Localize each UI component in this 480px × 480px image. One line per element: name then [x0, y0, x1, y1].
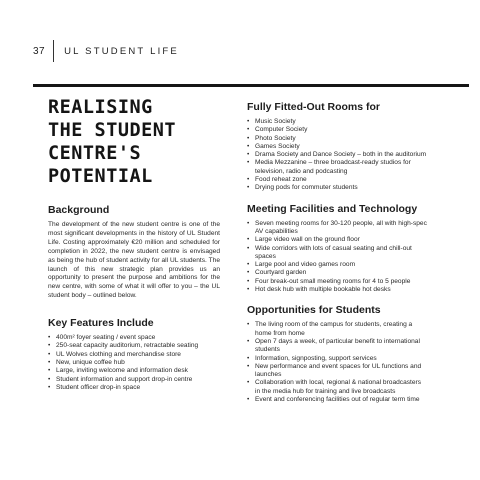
list-item: • Wide corridors with lots of casual seating and chill-out spaces [247, 245, 427, 262]
list-item: • Event and conferencing facilities out of regular term time [247, 396, 427, 404]
list-item: • Food reheat zone [247, 176, 427, 184]
list-item: • Games Society [247, 143, 427, 151]
page-number: 37 [33, 45, 46, 57]
page-header [33, 40, 179, 62]
title-line: THE STUDENT [48, 120, 177, 141]
list-item: • Computer Society [247, 126, 427, 134]
opportunities-heading: Opportunities for Students [247, 304, 381, 317]
list-item: • 400m² foyer seating / event space [48, 334, 220, 342]
meeting-list [247, 220, 427, 295]
list-item: • Courtyard garden [247, 269, 427, 277]
list-item: • New performance and event spaces for UL functions and launches [247, 363, 427, 380]
rooms-heading: Fully Fitted-Out Rooms for [247, 101, 380, 113]
list-item: • Media Mezzanine – three broadcast-ready studios for television, radio and podcasting [247, 159, 427, 176]
list-item: • Collaboration with local, regional & national broadcasters in the media hub for training and live broadcasts [247, 379, 427, 396]
title-line: REALISING [48, 97, 153, 118]
left-column [48, 96, 220, 392]
list-item: • Drama Society and Dance Society – both in the auditorium [247, 151, 427, 159]
list-item: • Music Society [247, 118, 427, 126]
title-line: CENTRE'S [48, 143, 142, 164]
list-item: • Large, inviting welcome and information desk [48, 367, 220, 375]
list-item: • Large video wall on the ground floor [247, 236, 427, 244]
background-section [48, 204, 220, 301]
meeting-heading: Meeting Facilities and Technology [247, 202, 418, 215]
opportunities-section [247, 304, 427, 404]
list-item: • Seven meeting rooms for 30-120 people, all with high-spec AV capabilities [247, 220, 427, 237]
header-divider [53, 40, 54, 62]
right-column [247, 101, 427, 404]
rooms-section [247, 101, 427, 193]
list-item: • Information, signposting, support services [247, 355, 427, 363]
key-features-section [48, 317, 220, 392]
list-item: • The living room of the campus for students, creating a home from home [247, 321, 427, 338]
background-text: The development of the new student centre is one of the most significant developments in the history of UL Student Life. Costing approximately €20 million and scheduled for completion in 2022, the new student centre is envisaged as being the hub of student activity for all UL students. The launch of this new strategic plan provides us an opportunity to present the purpose and ambitions for the new centre, with some of what it will offer to you – the UL student body – outlined below. [48, 221, 220, 300]
key-features-list [48, 334, 220, 392]
rooms-list [247, 118, 427, 193]
list-item: • New, unique coffee hub [48, 359, 220, 367]
list-item: • Four break-out small meeting rooms for 4 to 5 people [247, 278, 427, 286]
list-item: • Student information and support drop-in centre [48, 376, 220, 384]
list-item: • Drying pods for commuter students [247, 184, 427, 192]
opportunities-list [247, 321, 427, 404]
list-item: • UL Wolves clothing and merchandise store [48, 351, 220, 359]
list-item: • Large pool and video games room [247, 261, 427, 269]
list-item: • Open 7 days a week, of particular benefit to international students [247, 338, 427, 355]
list-item: • Student officer drop-in space [48, 384, 220, 392]
list-item: • 250-seat capacity auditorium, retractable seating [48, 342, 220, 350]
list-item: • Hot desk hub with multiple bookable hot desks [247, 286, 427, 294]
list-item: • Photo Society [247, 135, 427, 143]
page-title [48, 96, 220, 188]
title-line: POTENTIAL [48, 166, 153, 187]
background-heading: Background [48, 204, 110, 216]
section-label: UL STUDENT LIFE [64, 45, 179, 57]
meeting-section [247, 203, 427, 295]
header-rule [33, 84, 469, 87]
key-features-heading: Key Features Include [48, 317, 154, 330]
